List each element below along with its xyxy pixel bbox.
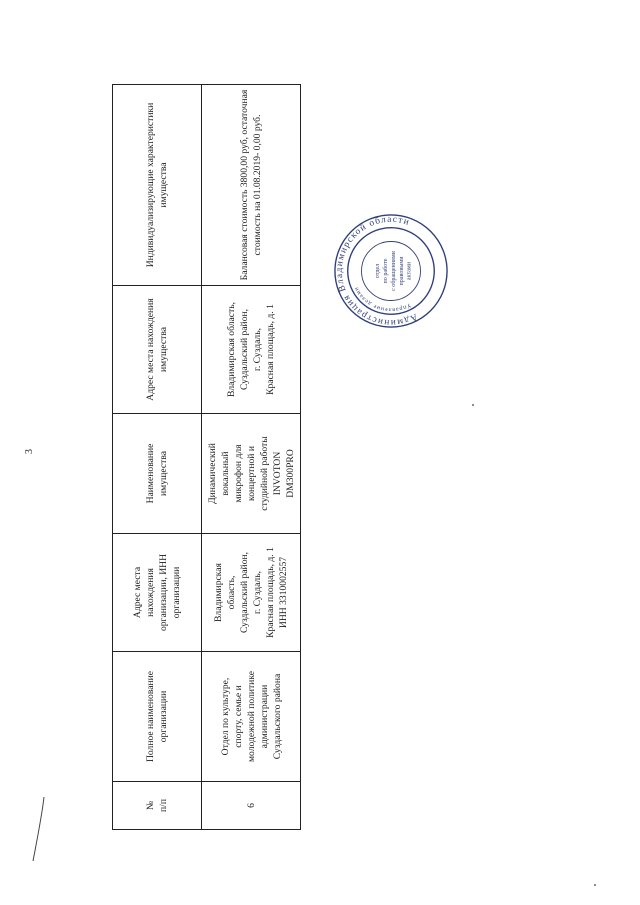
property-table-rotated (112, 85, 298, 830)
header-property-name: Наименование имущества (113, 414, 202, 534)
cell-org-name: Отдел по культуре, спорту, семье и молодежной политике администрации Суздальского района (202, 652, 301, 782)
scan-speck (472, 404, 474, 406)
header-index: № п/п (113, 782, 202, 830)
header-org-address: Адрес места нахождения организации, ИНН организации (113, 534, 202, 652)
table-row (202, 85, 301, 830)
cell-org-address: Владимирская область, Суздальский район, г. Суздаль, Красная площадь, д. 1 ИНН 3310002557 (202, 534, 301, 652)
cell-property-address: Владимирская область, Суздальский район, г. Суздаль, Красная площадь, д. 1 (202, 286, 301, 414)
seal-center-line: отдел (375, 263, 382, 279)
cell-property-name: Динамический вокальный микрофон для концертной и студийной работы INVOTON DM300PRO (202, 414, 301, 534)
seal-inner-text: Управление делами (353, 285, 412, 313)
scan-speck (594, 884, 596, 886)
cell-index: 6 (202, 782, 301, 830)
header-property-address: Адрес места нахождения имущества (113, 286, 202, 414)
seal-center-line: актами (406, 261, 413, 281)
seal-center-line: правовыми (398, 256, 405, 286)
pen-mark (30, 795, 50, 865)
table-header-row (113, 85, 202, 830)
cell-characteristics: Балансовая стоимость 3800,00 руб, остаточная стоимость на 01.08.2019- 0,00 руб. (202, 85, 301, 286)
seal-center-line: по работе (383, 258, 390, 284)
seal-outer-text: Администрация Владимирской области (334, 214, 419, 328)
page-number: 3 (24, 449, 35, 454)
header-org-name: Полное наименование организации (113, 652, 202, 782)
header-characteristics: Индивидуализирующие характеристики имущества (113, 85, 202, 286)
official-seal (332, 212, 450, 330)
seal-center-line: с обращениями (390, 251, 397, 291)
property-table (112, 84, 301, 830)
